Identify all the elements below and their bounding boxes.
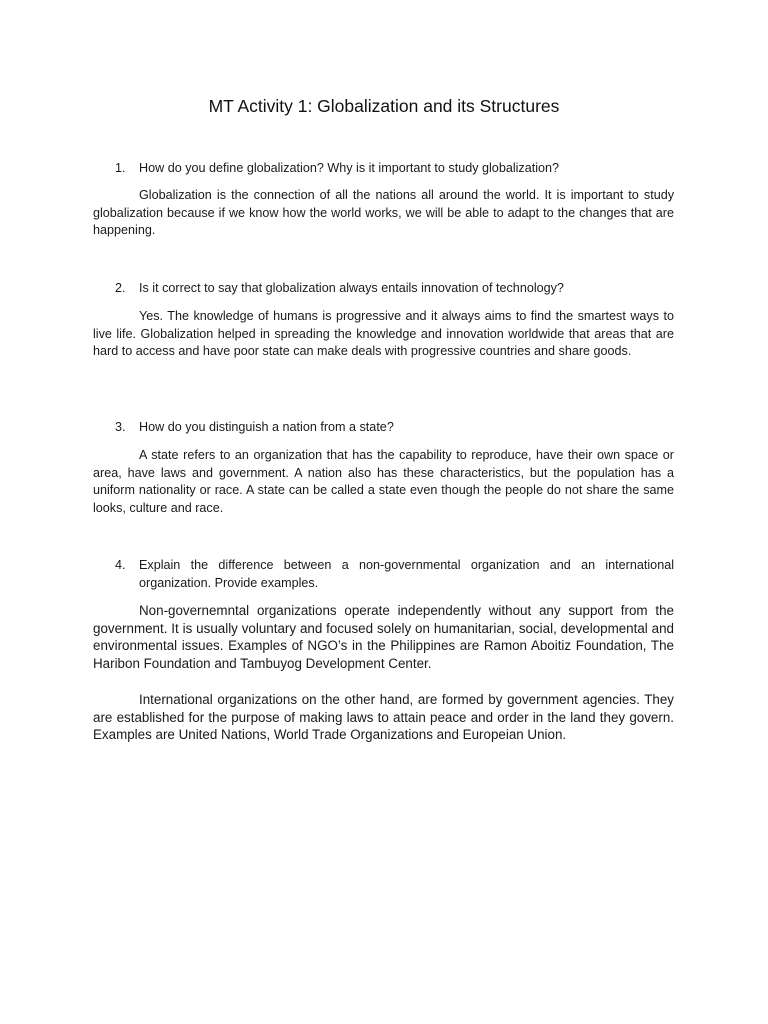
answer-1: Globalization is the connection of all the nations all around the world. It is important to study globalization because if we know how the world works, we will be able to adapt to the changes that are happening. [93,188,674,238]
answer-4a: Non-governemntal organizations operate independently without any support from the government. It is usually voluntary and focused solely on humanitarian, social, developmental and environmental issues. Examples of NGO’s in the Philippines are Ramon Aboitiz Foundation, The Haribon Foundation and Tambuyog Development Center. [93,603,674,672]
question-number: 4. [115,558,126,572]
question-4 [93,556,674,592]
question-3 [93,418,674,436]
question-number: 2. [115,281,126,295]
question-2 [93,279,674,297]
question-text: How do you define globalization? Why is it important to study globalization? [139,161,560,175]
question-1 [93,159,674,177]
answer-4b: International organizations on the other hand, are formed by government agencies. They are established for the purpose of making laws to attain peace and order in the land they govern. Examples are United Nations, World Trade Organizations and Europeian Union. [93,692,674,743]
question-text: Is it correct to say that globalization always entails innovation of technology? [139,281,564,295]
answer-3: A state refers to an organization that has the capability to reproduce, have their own space or area, have laws and government. A nation also has these characteristics, but the population has a uniform nationality or race. A state can be called a state even though the people do not share the same looks, culture and race. [93,448,674,516]
question-text: Explain the difference between a non-governmental organization and an international organization. Provide examples. [139,558,674,590]
question-number: 3. [115,420,126,434]
question-number: 1. [115,161,126,175]
question-text: How do you distinguish a nation from a state? [139,420,394,434]
page-title: MT Activity 1: Globalization and its Structures [208,96,560,116]
answer-2: Yes. The knowledge of humans is progressive and it always aims to find the smartest ways to live life. Globalization helped in spreading the knowledge and innovation worldwide that areas that are hard to access and have poor state can make deals with progressive countries and share goods. [93,309,674,359]
